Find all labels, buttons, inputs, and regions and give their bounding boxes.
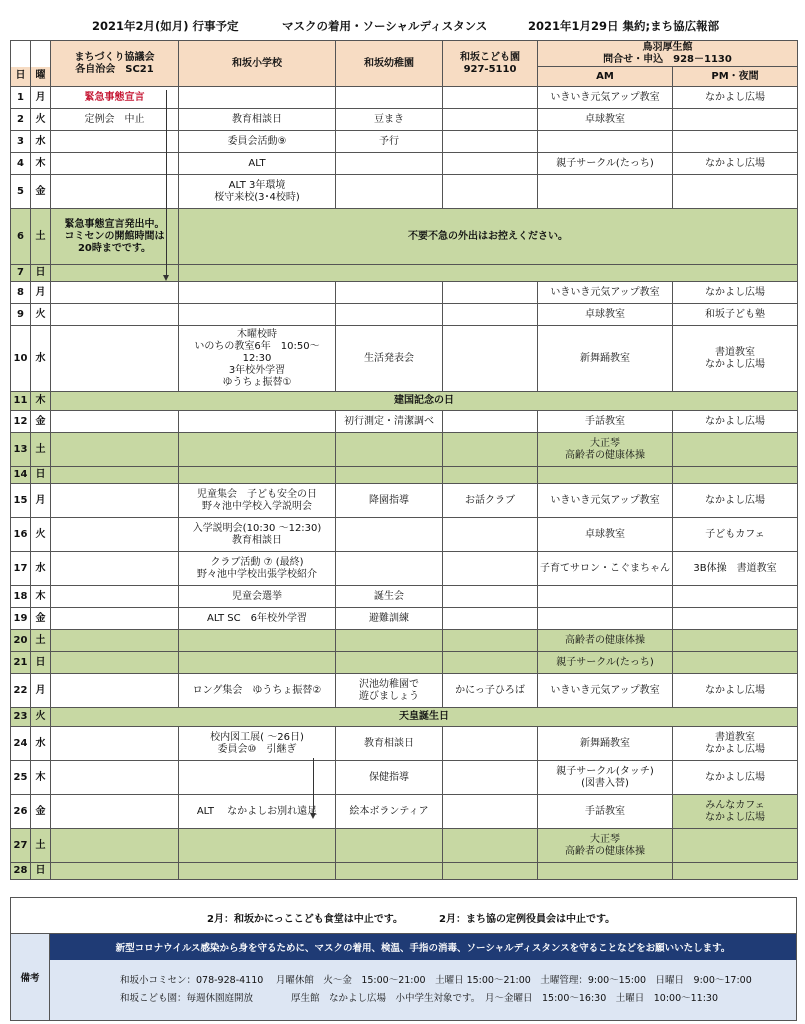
- day-cell: 22: [11, 674, 31, 708]
- schedule-row: [11, 829, 798, 863]
- holiday-cell: 天皇誕生日: [51, 708, 798, 727]
- machi-cell: [51, 467, 179, 484]
- school-cell: [179, 761, 336, 795]
- dow-cell: 土: [31, 433, 51, 467]
- pm-cell: 書道教室 なかよし広場: [673, 326, 798, 392]
- day-cell: 19: [11, 608, 31, 630]
- school-cell: [179, 630, 336, 652]
- kinder-cell: 沢池幼稚園で 遊びましょう: [336, 674, 443, 708]
- schedule-row: [11, 87, 798, 109]
- col-kodomo-header: 和坂こども園 927-5110: [443, 41, 538, 87]
- kodomo-cell: [443, 304, 538, 326]
- schedule-row: [11, 209, 798, 265]
- schedule-row: [11, 175, 798, 209]
- am-cell: 新舞踊教室: [538, 326, 673, 392]
- kinder-cell: [336, 282, 443, 304]
- col-am-header: AM: [538, 67, 673, 87]
- kodomo-cell: [443, 863, 538, 880]
- schedule-row: [11, 518, 798, 552]
- schedule-row: [11, 109, 798, 131]
- schedule-row: [11, 411, 798, 433]
- machi-cell: [51, 433, 179, 467]
- machi-cell: [51, 829, 179, 863]
- machi-cell: [51, 674, 179, 708]
- school-cell: 児童会選挙: [179, 586, 336, 608]
- kinder-cell: 豆まき: [336, 109, 443, 131]
- machi-cell: 定例会 中止: [51, 109, 179, 131]
- day-cell: 7: [11, 265, 31, 282]
- machi-cell: [51, 608, 179, 630]
- kinder-cell: [336, 467, 443, 484]
- pm-cell: なかよし広場: [673, 87, 798, 109]
- pm-cell: 和坂子ども塾: [673, 304, 798, 326]
- schedule-row: [11, 265, 798, 282]
- school-cell: 校内図工展( ～26日) 委員会⑩ 引継ぎ: [179, 727, 336, 761]
- machi-cell: [51, 552, 179, 586]
- schedule-row: [11, 674, 798, 708]
- am-cell: 高齢者の健康体操: [538, 630, 673, 652]
- schedule-row: [11, 282, 798, 304]
- schedule-row: [11, 795, 798, 829]
- dow-cell: 木: [31, 761, 51, 795]
- schedule-row: [11, 652, 798, 674]
- machi-cell: [51, 518, 179, 552]
- col-machi-header: まちづくり協議会 各自治会 SC21: [51, 41, 179, 87]
- school-cell: ロング集会 ゆうちょ振替②: [179, 674, 336, 708]
- remarks-line-1: 和坂小コミセン：078-928-4110 月曜休館 火～金 15:00～21:00 土曜日 15:00～21:00 土曜管理：9:00～15:00 日曜日 9:00～17:00: [120, 975, 752, 986]
- am-cell: 卓球教室: [538, 304, 673, 326]
- kinder-cell: [336, 863, 443, 880]
- kodomo-cell: [443, 552, 538, 586]
- dow-cell: 金: [31, 608, 51, 630]
- publisher-info: 2021年1月29日 集約;まち協広報部: [528, 19, 720, 33]
- am-cell: 親子サークル(たっち): [538, 153, 673, 175]
- kinder-cell: [336, 552, 443, 586]
- arrow-line-school: [313, 758, 314, 813]
- col-toba-header: 鳥羽厚生館 問合せ・申込 928－1130: [538, 41, 798, 67]
- pm-cell: [673, 467, 798, 484]
- dow-cell: 水: [31, 552, 51, 586]
- kinder-cell: [336, 175, 443, 209]
- am-cell: 手話教室: [538, 411, 673, 433]
- pm-cell: なかよし広場: [673, 761, 798, 795]
- col-dow-header: 曜: [31, 67, 51, 87]
- kinder-cell: [336, 518, 443, 552]
- kinder-cell: 教育相談日: [336, 727, 443, 761]
- dow-cell: 金: [31, 411, 51, 433]
- kodomo-cell: [443, 109, 538, 131]
- am-cell: いきいき元気アップ教室: [538, 674, 673, 708]
- school-cell: 入学説明会(10:30 ～12:30) 教育相談日: [179, 518, 336, 552]
- school-cell: [179, 863, 336, 880]
- machi-cell: [51, 304, 179, 326]
- holiday-cell: 建国記念の日: [51, 392, 798, 411]
- machi-cell: [51, 153, 179, 175]
- schedule-row: [11, 131, 798, 153]
- day-cell: 11: [11, 392, 31, 411]
- col-kinder-header: 和坂幼稚園: [336, 41, 443, 87]
- pm-cell: [673, 863, 798, 880]
- dow-cell: 日: [31, 265, 51, 282]
- schedule-row: [11, 708, 798, 727]
- pm-cell: 子どもカフェ: [673, 518, 798, 552]
- remarks-section: [10, 933, 797, 1021]
- dow-cell: 木: [31, 586, 51, 608]
- pm-cell: [673, 586, 798, 608]
- school-cell: [179, 652, 336, 674]
- kinder-cell: 初行測定・清潔調べ: [336, 411, 443, 433]
- pm-cell: [673, 175, 798, 209]
- emergency-notice-cell: 緊急事態宣言発出中。 コミセンの開館時間は 20時までです。: [51, 209, 179, 265]
- school-cell: [179, 411, 336, 433]
- remarks-line-2: 和坂こども園：毎週休園庭開放 厚生館 なかよし広場 小中学生対象です。 月～金曜日 15:00～16:30 土曜日 10:00～11:30: [120, 993, 719, 1004]
- arrow-head-machi: [163, 275, 169, 281]
- machi-cell: [51, 652, 179, 674]
- dow-cell: 火: [31, 109, 51, 131]
- day-cell: 16: [11, 518, 31, 552]
- schedule-row: [11, 484, 798, 518]
- pm-cell: みんなカフェ なかよし広場: [673, 795, 798, 829]
- dow-cell: 金: [31, 175, 51, 209]
- am-cell: [538, 608, 673, 630]
- dow-cell: 火: [31, 518, 51, 552]
- kinder-cell: 生活発表会: [336, 326, 443, 392]
- kodomo-cell: [443, 326, 538, 392]
- am-cell: [538, 586, 673, 608]
- kodomo-cell: [443, 175, 538, 209]
- kinder-cell: 絵本ボランティア: [336, 795, 443, 829]
- machi-cell: [51, 282, 179, 304]
- footer-note-2: 2月：まち協の定例役員会は中止です。: [439, 914, 616, 925]
- am-cell: 親子サークル(タッチ) (図書入替): [538, 761, 673, 795]
- kodomo-cell: かにっ子ひろば: [443, 674, 538, 708]
- day-cell: 13: [11, 433, 31, 467]
- kodomo-cell: [443, 411, 538, 433]
- schedule-row: [11, 727, 798, 761]
- dow-cell: 日: [31, 863, 51, 880]
- day-cell: 1: [11, 87, 31, 109]
- schedule-row: [11, 608, 798, 630]
- dow-cell: 月: [31, 484, 51, 518]
- machi-cell: [51, 131, 179, 153]
- school-cell: ALT 3年環境 桜守来校(3･4校時): [179, 175, 336, 209]
- day-cell: 24: [11, 727, 31, 761]
- am-cell: いきいき元気アップ教室: [538, 87, 673, 109]
- school-cell: ALT なかよしお別れ遠足: [179, 795, 336, 829]
- machi-cell: [51, 630, 179, 652]
- remarks-label: 備考: [11, 934, 50, 1020]
- pm-cell: [673, 652, 798, 674]
- machi-cell: [51, 265, 179, 282]
- pm-cell: [673, 608, 798, 630]
- day-cell: 17: [11, 552, 31, 586]
- day-cell: 8: [11, 282, 31, 304]
- pm-cell: なかよし広場: [673, 282, 798, 304]
- remarks-message: 新型コロナウイルス感染から身を守るために、マスクの着用、検温、手指の消毒、ソーシャルディスタンスを守ることなどをお願いいたします。: [50, 934, 796, 960]
- document-title: 2021年2月(如月) 行事予定: [92, 19, 239, 33]
- day-cell: 2: [11, 109, 31, 131]
- header-row-1: [11, 41, 798, 67]
- machi-cell: [51, 326, 179, 392]
- schedule-row: [11, 304, 798, 326]
- dow-cell: 月: [31, 87, 51, 109]
- kodomo-cell: [443, 829, 538, 863]
- dow-cell: 水: [31, 727, 51, 761]
- kinder-cell: [336, 304, 443, 326]
- schedule-table: [10, 40, 798, 880]
- pm-cell: [673, 131, 798, 153]
- kinder-cell: 予行: [336, 131, 443, 153]
- slogan: マスクの着用・ソーシャルディスタンス: [282, 19, 488, 33]
- day-cell: 6: [11, 209, 31, 265]
- pm-cell: なかよし広場: [673, 484, 798, 518]
- arrow-head-school: [310, 813, 316, 819]
- machi-cell: [51, 586, 179, 608]
- schedule-row: [11, 586, 798, 608]
- pm-cell: なかよし広場: [673, 153, 798, 175]
- schedule-row: [11, 630, 798, 652]
- machi-cell: [51, 761, 179, 795]
- dow-cell: 火: [31, 304, 51, 326]
- col-school-header: 和坂小学校: [179, 41, 336, 87]
- kodomo-cell: [443, 586, 538, 608]
- kinder-cell: 誕生会: [336, 586, 443, 608]
- kinder-cell: [336, 652, 443, 674]
- school-cell: [179, 433, 336, 467]
- day-cell: 28: [11, 863, 31, 880]
- day-cell: 21: [11, 652, 31, 674]
- pm-cell: [673, 433, 798, 467]
- day-cell: 10: [11, 326, 31, 392]
- dow-cell: 土: [31, 630, 51, 652]
- dow-cell: 月: [31, 282, 51, 304]
- dow-cell: 水: [31, 326, 51, 392]
- machi-cell: 緊急事態宣言: [51, 87, 179, 109]
- document-header: [0, 12, 805, 38]
- kinder-cell: [336, 153, 443, 175]
- kinder-cell: 降園指導: [336, 484, 443, 518]
- am-cell: 卓球教室: [538, 109, 673, 131]
- schedule-row: [11, 761, 798, 795]
- footer-notes: [10, 897, 797, 935]
- kodomo-cell: [443, 153, 538, 175]
- machi-cell: [51, 795, 179, 829]
- am-cell: [538, 131, 673, 153]
- kodomo-cell: [443, 630, 538, 652]
- col-day-header: 日: [11, 67, 31, 87]
- schedule-row: [11, 326, 798, 392]
- day-cell: 15: [11, 484, 31, 518]
- kodomo-cell: [443, 761, 538, 795]
- day-cell: 5: [11, 175, 31, 209]
- day-cell: 14: [11, 467, 31, 484]
- machi-cell: [51, 727, 179, 761]
- am-cell: 大正琴 高齢者の健康体操: [538, 829, 673, 863]
- machi-cell: [51, 863, 179, 880]
- day-cell: 4: [11, 153, 31, 175]
- pm-cell: [673, 630, 798, 652]
- kinder-cell: [336, 87, 443, 109]
- pm-cell: なかよし広場: [673, 411, 798, 433]
- machi-cell: [51, 411, 179, 433]
- am-cell: いきいき元気アップ教室: [538, 282, 673, 304]
- school-cell: 教育相談日: [179, 109, 336, 131]
- kodomo-cell: [443, 87, 538, 109]
- kodomo-cell: [443, 467, 538, 484]
- schedule-row: [11, 467, 798, 484]
- remarks-info: [50, 960, 796, 1020]
- pm-cell: 3B体操 書道教室: [673, 552, 798, 586]
- kinder-cell: 避難訓練: [336, 608, 443, 630]
- dow-cell: 金: [31, 795, 51, 829]
- am-cell: 卓球教室: [538, 518, 673, 552]
- school-cell: クラブ活動 ⑦ (最終) 野々池中学校出張学校紹介: [179, 552, 336, 586]
- schedule-row: [11, 433, 798, 467]
- dow-cell: 木: [31, 392, 51, 411]
- am-cell: 新舞踊教室: [538, 727, 673, 761]
- am-cell: いきいき元気アップ教室: [538, 484, 673, 518]
- am-cell: 子育てサロン・こぐまちゃん: [538, 552, 673, 586]
- kodomo-cell: [443, 727, 538, 761]
- school-cell: [179, 829, 336, 863]
- schedule-row: [11, 392, 798, 411]
- kinder-cell: 保健指導: [336, 761, 443, 795]
- day-cell: 12: [11, 411, 31, 433]
- kodomo-cell: [443, 131, 538, 153]
- am-cell: [538, 467, 673, 484]
- kodomo-cell: [443, 652, 538, 674]
- dow-cell: 土: [31, 829, 51, 863]
- schedule-row: [11, 153, 798, 175]
- stay-home-band: 不要不急の外出はお控えください。: [179, 209, 798, 265]
- am-cell: 親子サークル(たっち): [538, 652, 673, 674]
- pm-cell: 書道教室 なかよし広場: [673, 727, 798, 761]
- am-cell: 大正琴 高齢者の健康体操: [538, 433, 673, 467]
- footer-note-1: 2月：和坂かにっここども食堂は中止です。: [207, 914, 403, 925]
- school-cell: [179, 467, 336, 484]
- dow-cell: 水: [31, 131, 51, 153]
- day-cell: 9: [11, 304, 31, 326]
- day-cell: 18: [11, 586, 31, 608]
- schedule-row: [11, 863, 798, 880]
- col-pm-header: PM・夜間: [673, 67, 798, 87]
- dow-cell: 月: [31, 674, 51, 708]
- day-cell: 27: [11, 829, 31, 863]
- kodomo-cell: [443, 608, 538, 630]
- kodomo-cell: [443, 282, 538, 304]
- day-cell: 26: [11, 795, 31, 829]
- school-cell: [179, 304, 336, 326]
- am-cell: [538, 175, 673, 209]
- machi-cell: [51, 484, 179, 518]
- dow-cell: 日: [31, 467, 51, 484]
- school-cell: 児童集会 子ども安全の日 野々池中学校入学説明会: [179, 484, 336, 518]
- kinder-cell: [336, 433, 443, 467]
- kodomo-cell: [443, 795, 538, 829]
- pm-cell: [673, 109, 798, 131]
- band-continuation: [179, 265, 798, 282]
- school-cell: 木曜校時 いのちの教室6年 10:50～12:30 3年校外学習 ゆうちょ振替①: [179, 326, 336, 392]
- kinder-cell: [336, 829, 443, 863]
- pm-cell: [673, 829, 798, 863]
- school-cell: 委員会活動⑨: [179, 131, 336, 153]
- day-cell: 23: [11, 708, 31, 727]
- school-cell: ALT: [179, 153, 336, 175]
- school-cell: ALT SC 6年校外学習: [179, 608, 336, 630]
- school-cell: [179, 87, 336, 109]
- school-cell: [179, 282, 336, 304]
- schedule-row: [11, 552, 798, 586]
- machi-cell: [51, 175, 179, 209]
- dow-cell: 日: [31, 652, 51, 674]
- kodomo-cell: お話クラブ: [443, 484, 538, 518]
- kinder-cell: [336, 630, 443, 652]
- kodomo-cell: [443, 518, 538, 552]
- dow-cell: 木: [31, 153, 51, 175]
- am-cell: 手話教室: [538, 795, 673, 829]
- kodomo-cell: [443, 433, 538, 467]
- day-cell: 3: [11, 131, 31, 153]
- dow-cell: 火: [31, 708, 51, 727]
- am-cell: [538, 863, 673, 880]
- pm-cell: なかよし広場: [673, 674, 798, 708]
- day-cell: 20: [11, 630, 31, 652]
- arrow-line-machi: [166, 90, 167, 275]
- day-cell: 25: [11, 761, 31, 795]
- dow-cell: 土: [31, 209, 51, 265]
